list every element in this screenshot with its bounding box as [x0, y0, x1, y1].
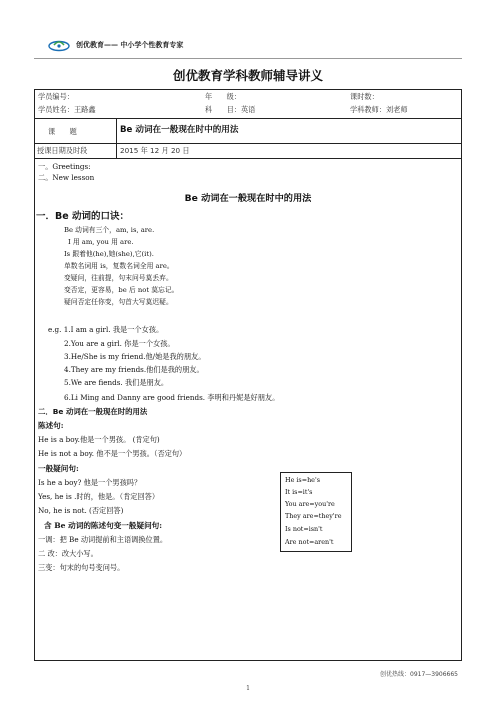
- contraction-item: They are=they're: [285, 512, 342, 520]
- subject: 科 目：英语: [205, 105, 256, 114]
- date-label: 授课日期及时段: [37, 146, 88, 155]
- footer-hotline: 创优热线：0917—3906665: [380, 671, 458, 678]
- section-usage-heading: 二．Be 动词在一般现在时的用法: [38, 407, 148, 416]
- teacher: 学科教师：刘老师: [350, 105, 408, 114]
- new-lesson-line: 二。New lesson: [38, 173, 95, 182]
- convert-line: 一调：把 Be 动词提前和主语调换位置。: [38, 535, 168, 544]
- brand-logo-icon: [48, 38, 70, 52]
- contraction-item: It is=it's: [285, 488, 313, 496]
- statement-label: 陈述句:: [38, 421, 64, 430]
- question-line: Yes, he is .时的，他是。（肯定回答）: [38, 492, 160, 501]
- example-line: 5.We are fiends. 我们是朋友。: [64, 378, 169, 387]
- contraction-item: You are=you're: [285, 500, 335, 508]
- page-number: 1: [246, 685, 250, 692]
- lesson-table: [34, 89, 462, 661]
- example-line: e.g. 1.I am a girl. 我是一个女孩。: [48, 325, 164, 334]
- topic-label: 课 题: [48, 127, 77, 136]
- greetings-line: 一。Greetings:: [38, 162, 91, 171]
- topic-value: Be 动词在一般现在时中的用法: [120, 125, 239, 135]
- question-label: 一般疑问句:: [38, 464, 79, 473]
- student-name: 学员姓名：王路鑫: [38, 105, 96, 114]
- grade-label: 年 级：: [205, 92, 241, 101]
- question-line: No, he is not. (否定回答): [38, 506, 124, 515]
- convert-line: 三变：句末的句号变问号。: [38, 563, 125, 572]
- contraction-item: Are not=aren't: [285, 538, 334, 546]
- contraction-item: He is=he's: [285, 476, 320, 484]
- convert-label: 含 Be 动词的陈述句变一般疑问句:: [44, 521, 163, 530]
- rhyme-line: 变疑问，往前提，句末问号莫丢弃。: [64, 274, 173, 282]
- lesson-subtitle: Be 动词在一般现在时中的用法: [184, 193, 312, 204]
- rhyme-line: Be 动词有三个，am, is, are.: [64, 226, 155, 234]
- page-title: 创优教育学科教师辅导讲义: [172, 68, 323, 83]
- date-value: 2015 年 12 月 20 日: [120, 146, 190, 155]
- header-brand: 创优教育—— 中小学个性教育专家: [76, 41, 184, 49]
- header-divider: [34, 58, 462, 59]
- rhyme-line: 变否定，更容易，be 后 not 莫忘记。: [64, 286, 179, 294]
- statement-line: He is a boy.他是一个男孩。 (肯定句): [38, 435, 160, 444]
- example-line: 2.You are a girl. 你是一个女孩。: [64, 339, 175, 348]
- statement-line: He is not a boy. 他不是一个男孩。（否定句）: [38, 449, 187, 458]
- contraction-item: Is not=isn't: [285, 525, 323, 533]
- rhyme-line: Is 跟着他(he),她(she),它(it).: [64, 250, 154, 258]
- rhyme-line: 单数名词用 is，复数名词全用 are。: [64, 262, 174, 270]
- question-line: Is he a boy? 他是一个男孩吗？: [38, 478, 142, 487]
- convert-line: 二 改：改大小写。: [38, 549, 98, 558]
- section-rhyme-heading: 一．Be 动词的口诀：: [36, 211, 129, 222]
- rhyme-line: I 用 am, you 用 are.: [68, 238, 134, 246]
- student-no-label: 学员编号：: [38, 92, 74, 101]
- example-line: 3.He/She is my friend.他/她是我的朋友。: [64, 352, 206, 361]
- example-line: 4.They are my friends.他们是我的朋友。: [64, 365, 204, 374]
- class-hours-label: 课时数：: [350, 92, 379, 101]
- rhyme-line: 疑问否定任你变，句首大写莫迟疑。: [64, 298, 173, 306]
- example-line: 6.Li Ming and Danny are good friends. 李明和丹妮是好朋友。: [64, 393, 280, 402]
